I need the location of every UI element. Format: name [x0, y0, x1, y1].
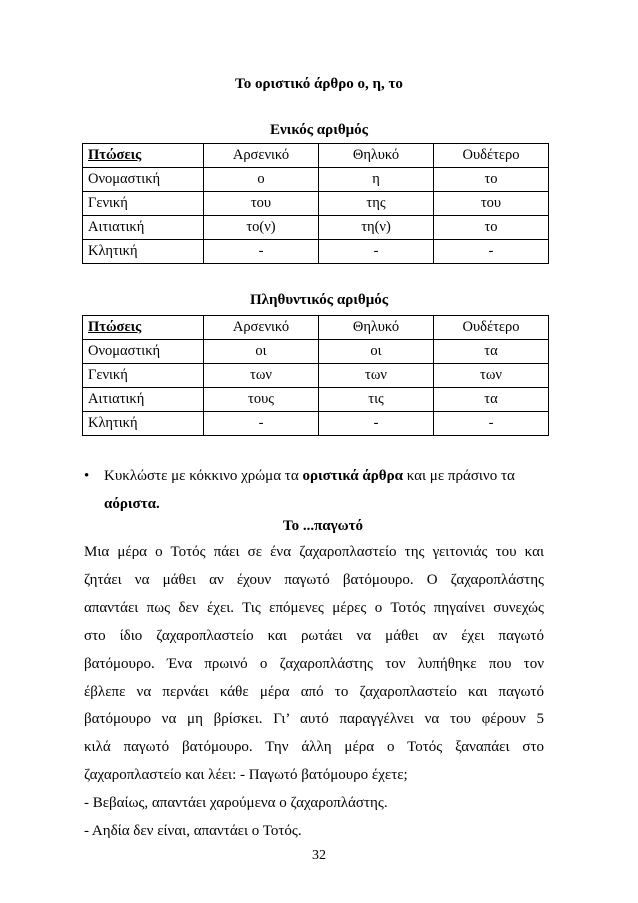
table-cell: το(ν) — [204, 216, 319, 240]
instruction-part: και με πράσινο τα — [402, 468, 515, 484]
table-header-row — [83, 316, 549, 340]
story-line: ζητάει να μάθει αν έχουν παγωτό βατόμουρο. Ο ζαχαροπλάστης — [84, 571, 544, 588]
case-cell: Γενική — [83, 192, 204, 216]
bullet-icon: • — [84, 468, 90, 484]
instruction-emphasis: αόριστα. — [104, 496, 160, 512]
table-cell: των — [204, 364, 319, 388]
story-line: στο ίδιο ζαχαροπλαστείο και ρωτάει να μάθει αν έχει παγωτό — [84, 627, 544, 644]
table-row — [83, 240, 549, 264]
case-cell: Κλητική — [83, 240, 204, 264]
plural-article-table — [82, 315, 549, 436]
table-cell: - — [319, 412, 434, 436]
table-cell: - — [319, 240, 434, 264]
singular-heading: Ενικός αριθμός — [269, 122, 369, 138]
case-cell: Κλητική — [83, 412, 204, 436]
table-cell: - — [434, 240, 549, 264]
table-cell: - — [204, 240, 319, 264]
table-cell: οι — [204, 340, 319, 364]
page-number: 32 — [312, 848, 326, 863]
table-cell: του — [434, 192, 549, 216]
story-line: ζαχαροπλαστείο και λέει: - Παγωτό βατόμουρο έχετε; — [84, 767, 408, 784]
story-line: βατόμουρο. Ένα πρωινό ο ζαχαροπλάστης τον λυπήθηκε που τον — [84, 655, 544, 672]
table-cell: της — [319, 192, 434, 216]
table-row — [83, 388, 549, 412]
story-line: κιλά παγωτό βατόμουρο. Την άλλη μέρα ο Τοτός ξαναπάει στο — [84, 739, 544, 756]
story-line: απαντάει πως δεν έχει. Τις επόμενες μέρες ο Τοτός πηγαίνει συνεχώς — [84, 599, 544, 616]
header-cell: Θηλυκό — [319, 144, 434, 168]
story-line: βατόμουρο να μη βρίσκει. Γι’ αυτό παραγγέλνει να του φέρουν 5 — [84, 711, 544, 728]
table-cell: των — [319, 364, 434, 388]
story-line: - Βεβαίως, απαντάει χαρούμενα ο ζαχαροπλάστης. — [84, 795, 388, 812]
table-cell: το — [434, 168, 549, 192]
instruction-text — [104, 462, 544, 518]
table-row — [83, 412, 549, 436]
header-cell: Ουδέτερο — [434, 144, 549, 168]
header-cell: Αρσενικό — [204, 316, 319, 340]
header-cell: Ουδέτερο — [434, 316, 549, 340]
table-header-row — [83, 144, 549, 168]
story-body — [84, 539, 544, 846]
header-cell: Πτώσεις — [83, 144, 204, 168]
table-cell: το — [434, 216, 549, 240]
singular-article-table — [82, 143, 549, 264]
instruction-part: Κυκλώστε με κόκκινο χρώμα τα — [104, 468, 303, 484]
table-cell: ο — [204, 168, 319, 192]
table-cell: - — [434, 412, 549, 436]
table-cell: τη(ν) — [319, 216, 434, 240]
table-row — [83, 364, 549, 388]
table-cell: τα — [434, 340, 549, 364]
story-line: έβλεπε να περνάει κάθε μέρα από το ζαχαροπλαστείο και παγωτό — [84, 683, 544, 700]
table-cell: τα — [434, 388, 549, 412]
story-title: Το ...παγωτό — [282, 518, 364, 534]
table-row — [83, 168, 549, 192]
instruction-emphasis: οριστικά άρθρα — [302, 468, 403, 484]
case-cell: Γενική — [83, 364, 204, 388]
story-line: Μια μέρα ο Τοτός πάει σε ένα ζαχαροπλαστείο της γειτονιάς του και — [84, 544, 544, 560]
case-cell: Αιτιατική — [83, 388, 204, 412]
table-row — [83, 192, 549, 216]
story-line: - Αηδία δεν είναι, απαντάει ο Τοτός. — [84, 823, 302, 840]
table-cell: των — [434, 364, 549, 388]
table-cell: τις — [319, 388, 434, 412]
table-cell: οι — [319, 340, 434, 364]
page-title: Το οριστικό άρθρο ο, η, το — [235, 76, 403, 92]
table-cell: η — [319, 168, 434, 192]
table-cell: - — [204, 412, 319, 436]
plural-heading: Πληθυντικός αριθμός — [249, 292, 389, 308]
header-cell: Πτώσεις — [83, 316, 204, 340]
table-cell: τους — [204, 388, 319, 412]
table-cell: του — [204, 192, 319, 216]
table-row — [83, 216, 549, 240]
case-cell: Αιτιατική — [83, 216, 204, 240]
case-cell: Ονομαστική — [83, 168, 204, 192]
header-cell: Θηλυκό — [319, 316, 434, 340]
header-cell: Αρσενικό — [204, 144, 319, 168]
case-cell: Ονομαστική — [83, 340, 204, 364]
table-row — [83, 340, 549, 364]
